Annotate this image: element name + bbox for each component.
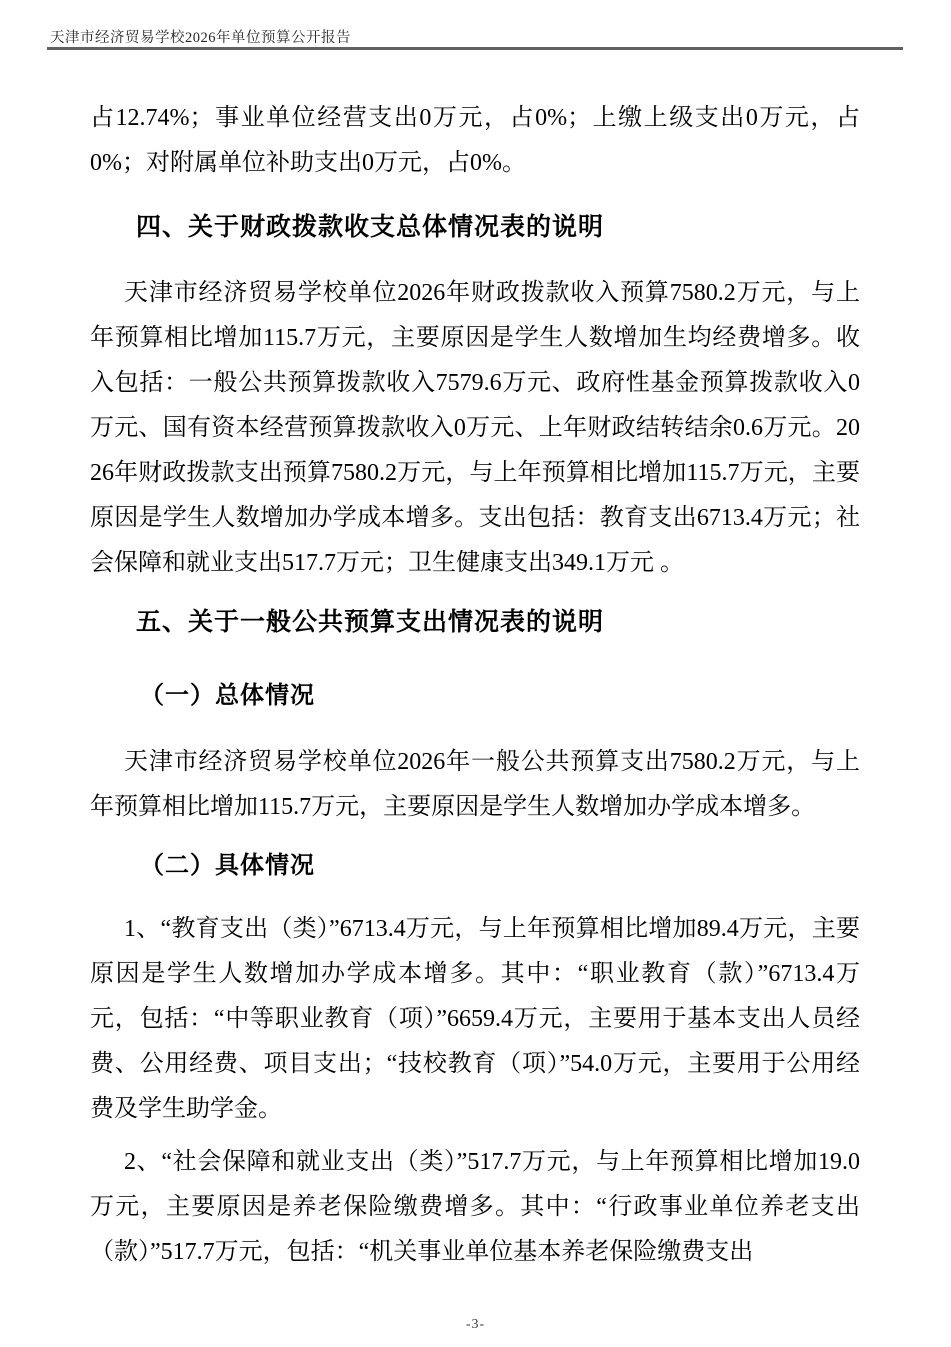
- header-divider: [47, 47, 903, 50]
- paragraph-carryover: 占12.74%；事业单位经营支出0万元，占0%；上缴上级支出0万元，占0%；对附属单位补助支出0万元，占0%。: [90, 105, 860, 176]
- item-2-social-security-paragraph: 2、“社会保障和就业支出（类）”517.7万元，与上年预算相比增加19.0万元，主要原因是养老保险缴费增多。其中：“行政事业单位养老支出（款）”517.7万元，包括：“机关事业单位基本养老保险缴费支出: [90, 1149, 860, 1265]
- section-4-paragraph: 天津市经济贸易学校单位2026年财政拨款收入预算7580.2万元，与上年预算相比增加115.7万元，主要原因是学生人数增加生均经费增多。收入包括：一般公共预算拨款收入7579.6万元、政府性基金预算拨款收入0万元、国有资本经营预算拨款收入0万元、上年财政结转结余0.6万元。2026年财政拨款支出预算7580.2万元，与上年预算相比增加115.7万元，主要原因是学生人数增加办学成本增多。支出包括：教育支出6713.4万元；社会保障和就业支出517.7万元；卫生健康支出349.1万元 。: [90, 280, 860, 576]
- item-1-education-paragraph: 1、“教育支出（类）”6713.4万元，与上年预算相比增加89.4万元，主要原因是学生人数增加办学成本增多。其中：“职业教育（款）”6713.4万元，包括：“中等职业教育（项）”6659.4万元，主要用于基本支出人员经费、公用经费、项目支出；“技校教育（项）”54.0万元，主要用于公用经费及学生助学金。: [90, 916, 860, 1122]
- page-footer: [0, 1315, 951, 1333]
- section-5-heading: 五、关于一般公共预算支出情况表的说明: [136, 608, 605, 636]
- subsection-1-heading: （一）总体情况: [140, 683, 315, 709]
- page-number: -3-: [465, 1317, 486, 1332]
- document-body: [90, 96, 860, 1275]
- header-title: 天津市经济贸易学校2026年单位预算公开报告: [50, 30, 351, 46]
- section-4-heading: 四、关于财政拨款收支总体情况表的说明: [136, 213, 605, 241]
- subsection-1-paragraph: 天津市经济贸易学校单位2026年一般公共预算支出7580.2万元，与上年预算相比增加115.7万元，主要原因是学生人数增加办学成本增多。: [90, 749, 860, 820]
- subsection-2-heading: （二）具体情况: [140, 853, 315, 879]
